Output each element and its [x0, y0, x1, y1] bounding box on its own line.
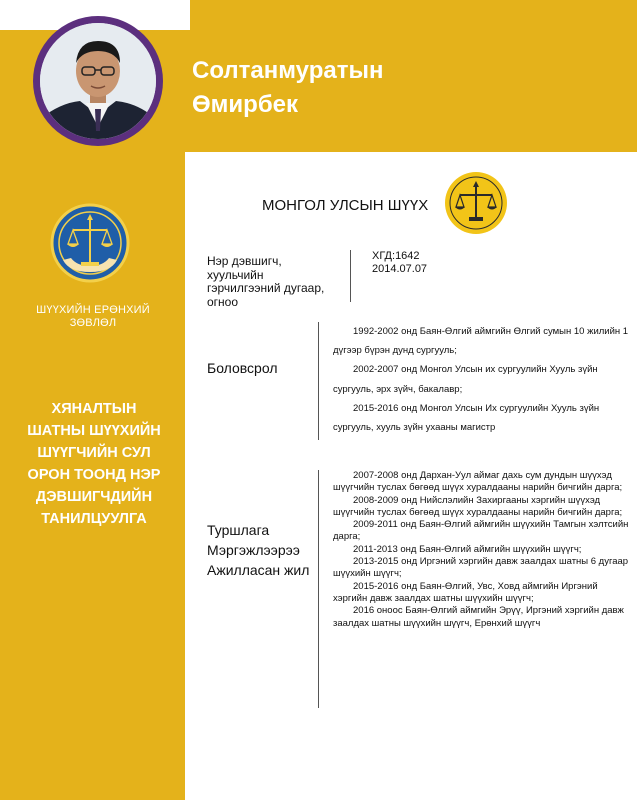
divider-experience	[318, 470, 319, 708]
experience-item: 2009-2011 онд Баян-Өлгий аймгийн шүүхийн Тамгын хэлтсийн дарга;	[333, 519, 629, 543]
experience-list	[333, 470, 633, 630]
name-line-1: Солтанмуратын	[192, 57, 384, 84]
experience-item: 2007-2008 онд Дархан-Уул аймаг дахь сум дундын шүүхэд шүүгчийн туслах бөгөөд шүүх хуралдааны нарийн бичгийн дарга;	[333, 470, 623, 494]
vacancy-line: ХЯНАЛТЫН	[51, 401, 137, 417]
vacancy-title	[20, 398, 168, 530]
education-item: 2002-2007 онд Монгол Улсын их сургуулийн Хууль зүйн сургууль, эрх зүйч, бакалавр;	[333, 364, 598, 395]
experience-label-line: Мэргэжлээрээ	[207, 542, 300, 558]
judicial-council-emblem-icon	[49, 200, 131, 286]
experience-label-line: Ажилласан жил	[207, 562, 310, 578]
portrait-photo	[40, 23, 156, 139]
experience-item: 2011-2013 онд Баян-Өлгий аймгийн шүүхийн шүүгч;	[353, 543, 582, 555]
license-label-line: Нэр дэвшигч,	[207, 254, 282, 268]
license-label-line: гэрчилгээний дугаар,	[207, 281, 325, 295]
education-item: 1992-2002 онд Баян-Өлгий аймгийн Өлгий сумын 10 жилийн 1 дүгээр бүрэн дунд сургууль;	[333, 326, 629, 357]
name-line-2: Өмирбек	[192, 91, 299, 118]
court-title: МОНГОЛ УЛСЫН ШҮҮХ	[262, 197, 429, 214]
vacancy-line: ШАТНЫ ШҮҮХИЙН	[27, 423, 161, 439]
experience-item: 2016 оноос Баян-Өлгий аймгийн Эрүү, Иргэний хэргийн давж заалдах шатны шүүхийн шүүгч, Ерөнхий шүүгч	[333, 605, 624, 629]
education-label: Боловсрол	[207, 360, 278, 376]
divider-education	[318, 322, 319, 440]
divider-license	[350, 250, 351, 302]
council-line-1: ШҮҮХИЙН ЕРӨНХИЙ	[36, 304, 150, 316]
license-number: ХГД:1642	[372, 250, 420, 262]
vacancy-line: ШҮҮГЧИЙН СУЛ	[37, 445, 151, 461]
license-value	[372, 250, 427, 276]
experience-label-line: Туршлага	[207, 522, 270, 538]
vacancy-line: ДЭВШИГЧДИЙН	[35, 489, 153, 505]
candidate-name	[192, 54, 383, 122]
experience-item: 2015-2016 онд Баян-Өлгий, Увс, Ховд аймгийн Иргэний хэргийн давж заалдах шатны шүүхийн шүүгч;	[333, 580, 598, 604]
license-label-line: огноо	[207, 294, 239, 309]
vacancy-line: ОРОН ТООНД НЭР	[27, 467, 161, 483]
license-label-line: хуульчийн	[207, 267, 264, 282]
experience-item: 2013-2015 онд Иргэний хэргийн давж заалдах шатны 6 дугаар шүүхийн шүүгч;	[333, 556, 629, 580]
council-line-2: ЗӨВЛӨЛ	[69, 317, 117, 329]
education-item: 2015-2016 онд Монгол Улсын Их сургуулийн Хууль зүйн сургууль, хууль зүйн ухааны магистр	[333, 402, 600, 434]
education-list	[333, 322, 633, 437]
experience-item: 2008-2009 онд Нийслэлийн Захиргааны хэргийн шүүхэд шүүгчийн туслах бөгөөд шүүх хуралдааны нарийн бичгийн дарга;	[333, 494, 623, 518]
court-scales-emblem-icon	[444, 171, 508, 235]
council-title	[18, 304, 168, 330]
license-date: 2014.07.07	[372, 263, 428, 275]
vacancy-line: ТАНИЛЦУУЛГА	[41, 511, 147, 527]
license-label	[207, 255, 342, 309]
experience-label	[207, 520, 317, 580]
